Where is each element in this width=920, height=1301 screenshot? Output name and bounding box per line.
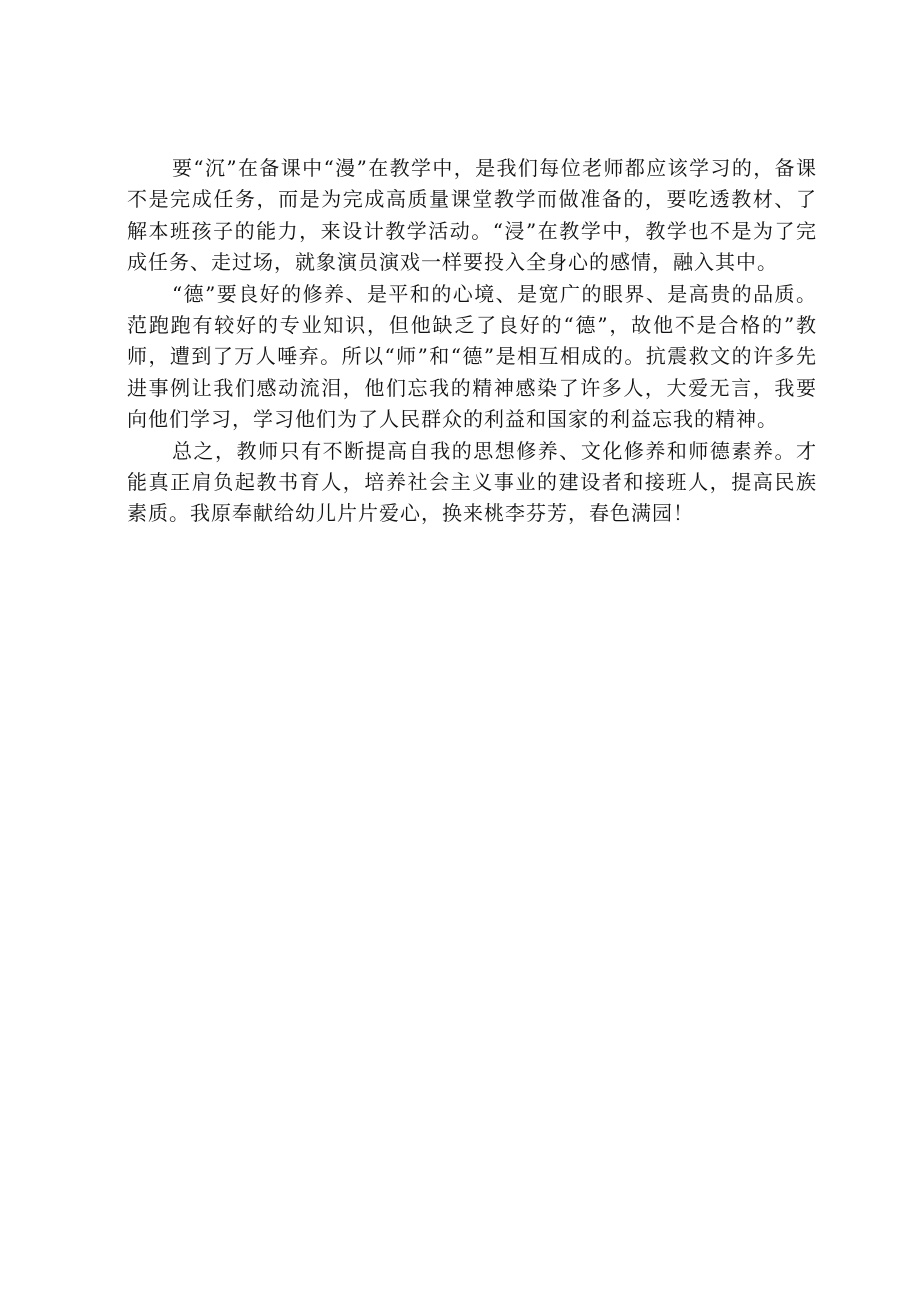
paragraph-3: 总之，教师只有不断提高自我的思想修养、文化修养和师德素养。才能真正肩负起教书育人，培养社会主义事业的建设者和接班人，提高民族素质。我原奉献给幼儿片片爱心，换来桃李芬芳，春色满园！ — [127, 438, 817, 526]
paragraph-2: “德”要良好的修养、是平和的心境、是宽广的眼界、是高贵的品质。范跑跑有较好的专业知识，但他缺乏了良好的“德”，故他不是合格的”教师，遭到了万人唾弃。所以“师”和“德”是相互相成的。抗震救文的许多先进事例让我们感动流泪，他们忘我的精神感染了许多人，大爱无言，我要向他们学习，学习他们为了人民群众的利益和国家的利益忘我的精神。 — [127, 281, 817, 432]
document-body — [127, 153, 817, 530]
paragraph-1: 要“沉”在备课中“漫”在教学中，是我们每位老师都应该学习的，备课不是完成任务，而是为完成高质量课堂教学而做准备的，要吃透教材、了解本班孩子的能力，来设计教学活动。“浸”在教学中，教学也不是为了完成任务、走过场，就象演员演戏一样要投入全身心的感情，融入其中。 — [127, 156, 817, 275]
